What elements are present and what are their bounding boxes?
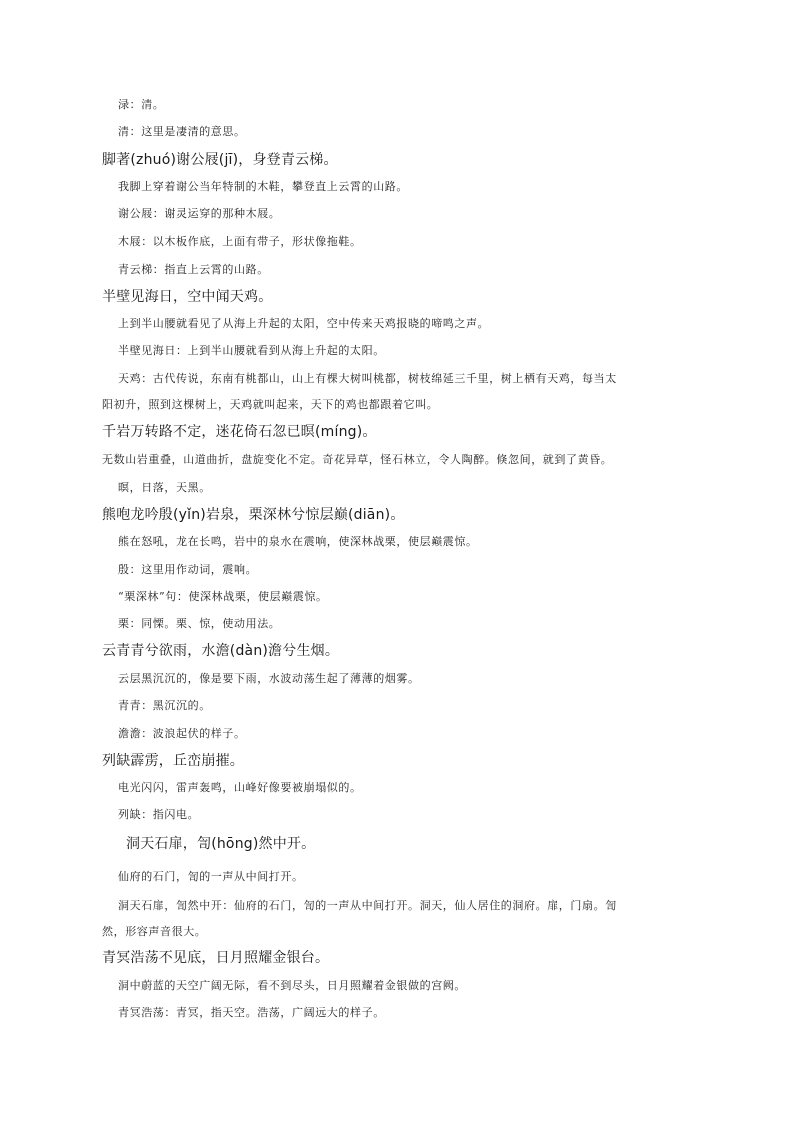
translation-line: 电光闪闪，雷声轰鸣，山峰好像要被崩塌似的。 — [118, 781, 362, 794]
annotation-line: 天鸡：古代传说，东南有桃都山，山上有棵大树叫桃都，树枝绵延三千里，树上栖有天鸡，每当太 — [118, 372, 617, 385]
annotation-line: 青云梯：指直上云霄的山路。 — [118, 263, 269, 276]
translation-line: 云层黑沉沉的，像是要下雨，水波动荡生起了薄薄的烟雾。 — [118, 672, 420, 685]
annotation-line: 木屐：以木板作底，上面有带子，形状像拖鞋。 — [118, 235, 362, 248]
translation-line: 仙府的石门，訇的一声从中间打开。 — [118, 870, 304, 883]
translation-line: 我脚上穿着谢公当年特制的木鞋，攀登直上云霄的山路。 — [118, 180, 408, 193]
translation-line: 熊在怒吼，龙在长鸣，岩中的泉水在震响，使深林战栗，使层巅震惊。 — [118, 535, 478, 548]
poem-verse-line: 青冥浩荡不见底，日月照耀金银台。 — [102, 950, 330, 966]
annotation-line: 栗：同慄。栗、惊，使动用法。 — [118, 617, 281, 630]
annotation-line: 暝，日落，天黑。 — [118, 481, 211, 494]
annotation-line: 列缺：指闪电。 — [118, 808, 200, 821]
annotation-line-continued: 然，形容声音很大。 — [102, 925, 207, 938]
poem-verse-line: 洞天石扉，訇(hōng)然中开。 — [126, 836, 316, 852]
annotation-line: 清：这里是凄清的意思。 — [118, 125, 246, 138]
annotation-line: 洞天石扉，訇然中开：仙府的石门，訇的一声从中间打开。洞天，仙人居住的洞府。扉，门扇。訇 — [118, 899, 617, 912]
poem-verse-line: 半壁见海日，空中闻天鸡。 — [102, 289, 273, 305]
poem-verse-line: 熊咆龙吟殷(yǐn)岩泉，栗深林兮惊层巅(diān)。 — [102, 507, 405, 523]
annotation-line: 半壁见海日：上到半山腰就看到从海上升起的太阳。 — [118, 344, 385, 357]
annotation-line: 谢公屐：谢灵运穿的那种木屐。 — [118, 207, 281, 220]
annotation-line: 澹澹：波浪起伏的样子。 — [118, 727, 246, 740]
translation-line: 上到半山腰就看见了从海上升起的太阳，空中传来天鸡报晓的啼鸣之声。 — [118, 317, 490, 330]
annotation-line-continued: 阳初升，照到这棵树上，天鸡就叫起来，天下的鸡也都跟着它叫。 — [102, 398, 439, 411]
translation-line: 洞中蔚蓝的天空广阔无际，看不到尽头，日月照耀着金银做的宫阙。 — [118, 979, 466, 992]
annotation-line: “栗深林”句：使深林战栗，使层巅震惊。 — [118, 590, 328, 603]
annotation-line: 渌：清。 — [118, 98, 165, 111]
poem-verse-line: 列缺霹雳，丘峦崩摧。 — [102, 753, 244, 769]
annotation-line: 青冥浩荡：青冥，指天空。浩荡，广阔远大的样子。 — [118, 1006, 385, 1019]
poem-verse-line: 云青青兮欲雨，水澹(dàn)澹兮生烟。 — [102, 643, 340, 659]
translation-line: 无数山岩重叠，山道曲折，盘旋变化不定。奇花异草，怪石林立，令人陶醉。倏忽间，就到了黄昏。 — [102, 453, 613, 466]
poem-verse-line: 脚著(zhuó)谢公屐(jī)，身登青云梯。 — [102, 152, 338, 168]
annotation-line: 殷：这里用作动词，震响。 — [118, 563, 258, 576]
annotation-line: 青青：黑沉沉的。 — [118, 699, 211, 712]
poem-verse-line: 千岩万转路不定，迷花倚石忽已暝(míng)。 — [102, 424, 377, 440]
